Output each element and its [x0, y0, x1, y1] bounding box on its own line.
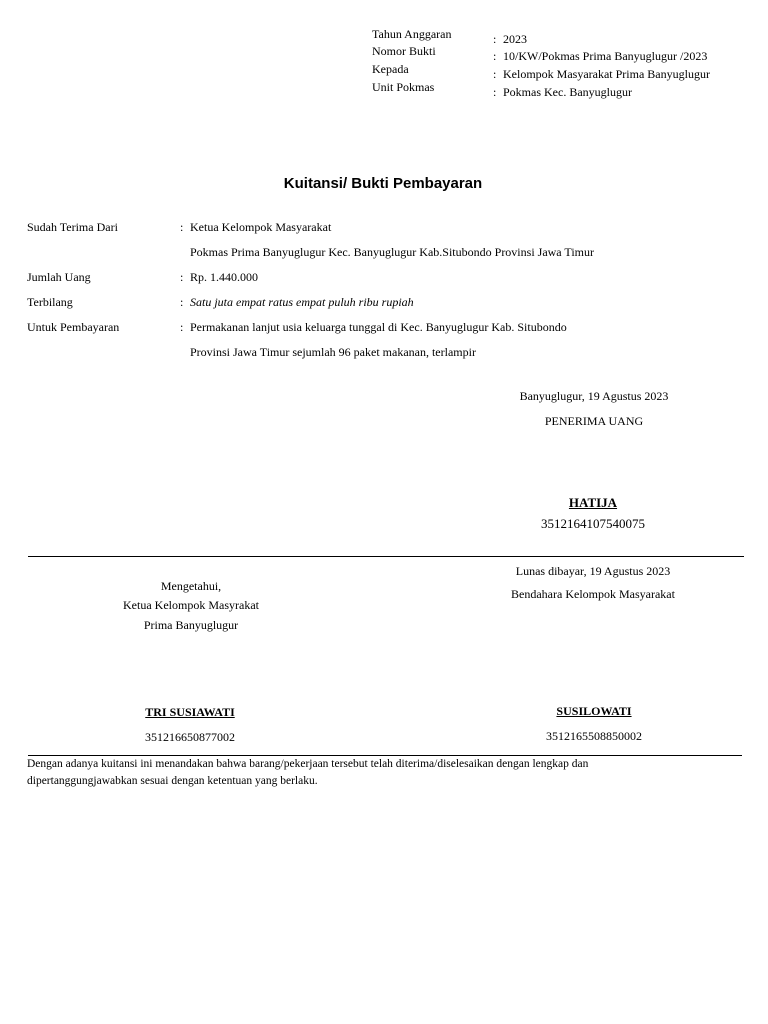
divider-line	[28, 556, 744, 557]
acknowledged-label: Mengetahui,	[160, 579, 222, 593]
header-label-unit: Unit Pokmas	[372, 80, 435, 94]
header-value-tahun: 2023	[503, 32, 527, 46]
treasurer-role: Bendahara Kelompok Masyarakat	[511, 587, 675, 601]
header-label-nomor: Nomor Bukti	[372, 44, 436, 58]
header-sep-nomor: :	[493, 49, 497, 63]
received-from-line2: Pokmas Prima Banyuglugur Kec. Banyuglugur Kab.Situbondo Provinsi Jawa Timur	[190, 245, 594, 259]
received-from-label: Sudah Terima Dari	[27, 220, 118, 234]
footer-divider-line	[28, 755, 742, 756]
header-value-kepada: Kelompok Masyarakat Prima Banyuglugur	[503, 67, 710, 81]
document-title: Kuitansi/ Bukti Pembayaran	[283, 175, 483, 192]
receiver-name: HATIJA	[568, 495, 618, 510]
header-label-tahun: Tahun Anggaran	[372, 27, 452, 41]
header-sep-kepada: :	[493, 67, 497, 81]
purpose-label: Untuk Pembayaran	[27, 320, 120, 334]
treasurer-id: 3512165508850002	[546, 729, 642, 743]
receiver-role: PENERIMA UANG	[544, 414, 644, 428]
footer-note-line2: dipertanggungjawabkan sesuai dengan ketentuan yang berlaku.	[27, 775, 318, 787]
received-from-line1: Ketua Kelompok Masyarakat	[190, 220, 332, 234]
purpose-line2: Provinsi Jawa Timur sejumlah 96 paket makanan, terlampir	[190, 345, 476, 359]
spelled-label: Terbilang	[27, 295, 73, 309]
spelled-sep: :	[180, 295, 184, 309]
amount-sep: :	[180, 270, 184, 284]
paid-date: Lunas dibayar, 19 Agustus 2023	[515, 564, 671, 578]
treasurer-name: SUSILOWATI	[556, 704, 632, 718]
receiver-place-date: Banyuglugur, 19 Agustus 2023	[519, 389, 669, 403]
purpose-line1: Permakanan lanjut usia keluarga tunggal di Kec. Banyuglugur Kab. Situbondo	[190, 320, 567, 334]
chairman-role: Ketua Kelompok Masyrakat	[123, 598, 259, 612]
header-value-unit: Pokmas Kec. Banyuglugur	[503, 85, 632, 99]
group-name: Prima Banyuglugur	[143, 618, 239, 632]
header-sep-tahun: :	[493, 32, 497, 46]
receiver-id: 3512164107540075	[541, 516, 645, 531]
spelled-value: Satu juta empat ratus empat puluh ribu rupiah	[190, 295, 414, 309]
chairman-name: TRI SUSIAWATI	[145, 705, 235, 719]
footer-note-line1: Dengan adanya kuitansi ini menandakan bahwa barang/pekerjaan tersebut telah diterima/diselesaikan dengan lengkap dan	[27, 758, 589, 770]
amount-label: Jumlah Uang	[27, 270, 91, 284]
chairman-id: 351216650877002	[145, 730, 235, 744]
received-from-sep: :	[180, 220, 184, 234]
header-label-kepada: Kepada	[372, 62, 409, 76]
header-value-nomor: 10/KW/Pokmas Prima Banyuglugur /2023	[503, 49, 708, 63]
header-sep-unit: :	[493, 85, 497, 99]
amount-value: Rp. 1.440.000	[190, 270, 259, 284]
purpose-sep: :	[180, 320, 184, 334]
